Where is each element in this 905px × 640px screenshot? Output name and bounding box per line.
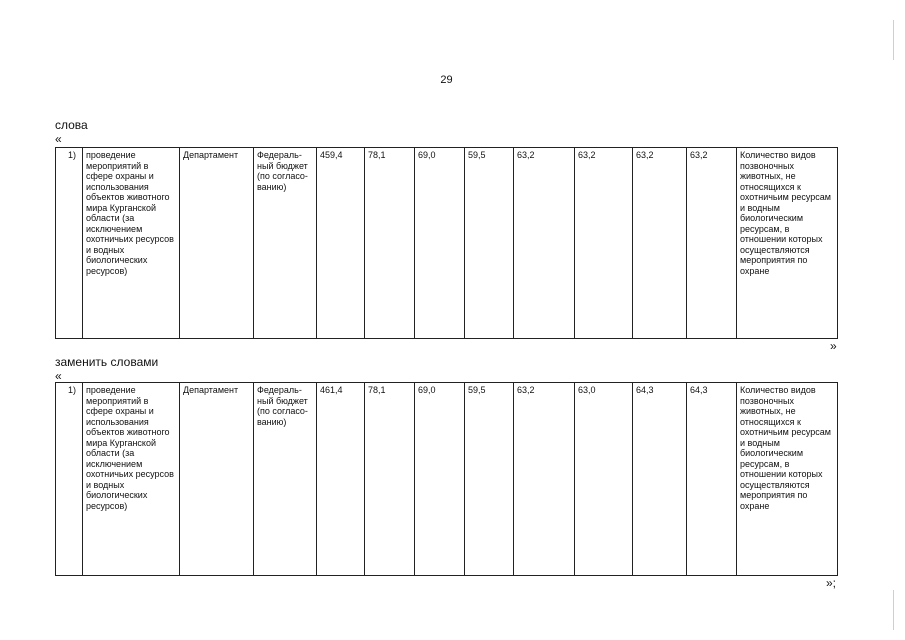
row-number: 1) — [56, 383, 83, 576]
funding-source-cell: Федераль-ный бюджет (по согласо-ванию) — [254, 383, 317, 576]
value-total: 459,4 — [317, 148, 365, 339]
executor-cell: Департамент — [180, 148, 254, 339]
value-year-4: 63,2 — [514, 148, 575, 339]
value-year-5: 63,0 — [575, 383, 633, 576]
section-2-open-quote: « — [55, 369, 62, 383]
section-2-label: заменить словами — [55, 355, 159, 369]
executor-cell: Департамент — [180, 383, 254, 576]
value-year-6: 63,2 — [633, 148, 687, 339]
funding-source-cell: Федераль-ный бюджет (по согласо-ванию) — [254, 148, 317, 339]
value-year-7: 63,2 — [687, 148, 737, 339]
scan-edge-mark — [893, 590, 894, 630]
value-year-7: 64,3 — [687, 383, 737, 576]
section-2-close-quote: »; — [826, 576, 837, 590]
value-year-3: 59,5 — [465, 148, 514, 339]
value-year-2: 69,0 — [415, 383, 465, 576]
section-1-open-quote: « — [55, 132, 62, 146]
table-row — [56, 383, 838, 576]
table-row — [56, 148, 838, 339]
section-1-close-quote: » — [830, 339, 837, 353]
value-year-5: 63,2 — [575, 148, 633, 339]
value-year-4: 63,2 — [514, 383, 575, 576]
event-cell: проведение мероприятий в сфере охраны и использования объектов животного мира Курганской области (за исключением охотничьих ресурсов и водных биологических ресурсов) — [83, 383, 180, 576]
row-number: 1) — [56, 148, 83, 339]
section-1-table — [55, 147, 838, 339]
scan-edge-mark — [893, 20, 894, 60]
indicator-cell: Количество видов позвоночных животных, не относящихся к охотничьим ресурсам и водным биологическим ресурсам, в отношении которых осуществляются мероприятия по охране — [737, 148, 838, 339]
section-2-table — [55, 382, 838, 576]
indicator-cell: Количество видов позвоночных животных, не относящихся к охотничьим ресурсам и водным биологическим ресурсам, в отношении которых осуществляются мероприятия по охране — [737, 383, 838, 576]
value-total: 461,4 — [317, 383, 365, 576]
value-year-1: 78,1 — [365, 148, 415, 339]
value-year-2: 69,0 — [415, 148, 465, 339]
page-number: 29 — [440, 74, 453, 86]
value-year-6: 64,3 — [633, 383, 687, 576]
section-1-label: слова — [55, 118, 88, 132]
value-year-1: 78,1 — [365, 383, 415, 576]
value-year-3: 59,5 — [465, 383, 514, 576]
event-cell: проведение мероприятий в сфере охраны и использования объектов животного мира Курганской области (за исключением охотничьих ресурсов и водных биологических ресурсов) — [83, 148, 180, 339]
